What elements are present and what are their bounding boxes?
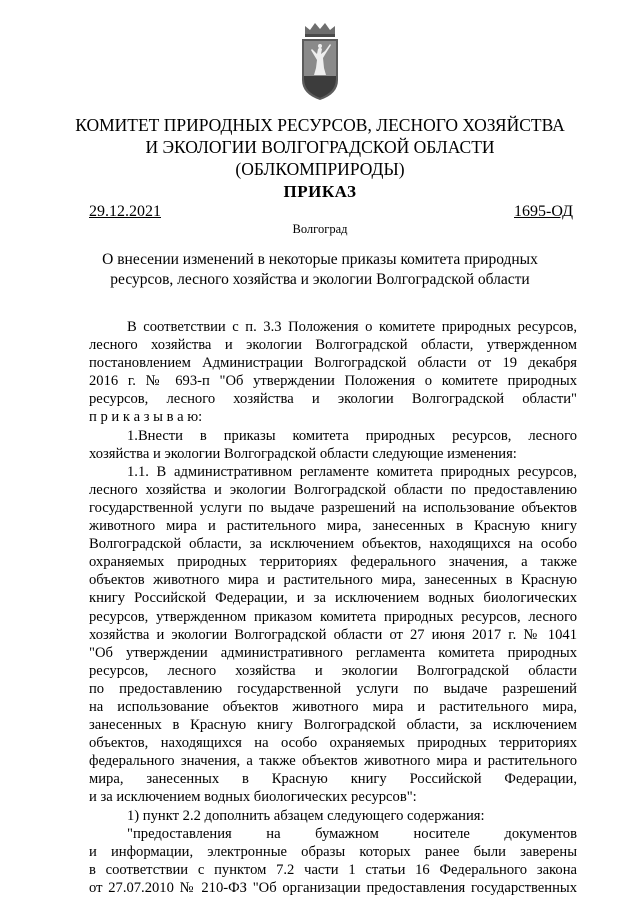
body-line: охраняемых природных территориях федерального значения, а также xyxy=(89,554,577,571)
document-type: ПРИКАЗ xyxy=(283,182,357,201)
body-line: постановлением Администрации Волгоградской области от 19 декабря xyxy=(89,355,577,372)
body-line: "предоставления на бумажном носителе документов xyxy=(127,825,577,842)
body-line: В соответствии с п. 3.3 Положения о комитете природных ресурсов, xyxy=(127,319,577,335)
body-line: государственной услуги по выдаче разрешений на использование объектов xyxy=(89,499,577,516)
body-line: мира, занесенных в Красную книгу Российской Федерации, xyxy=(89,771,577,788)
document-subject xyxy=(70,250,570,290)
volgograd-coat-of-arms-icon xyxy=(299,20,341,102)
body-line: хозяйства и экологии Волгоградской области следующие изменения: xyxy=(89,445,517,462)
body-line: 1.Внести в приказы комитета природных ресурсов, лесного xyxy=(127,427,577,444)
organization-line: КОМИТЕТ ПРИРОДНЫХ РЕСУРСОВ, ЛЕСНОГО ХОЗЯЙСТВА xyxy=(75,115,565,135)
organization-line: (ОБЛКОМПРИРОДЫ) xyxy=(235,159,405,179)
body-line: и за исключением водных биологических ресурсов": xyxy=(89,789,417,806)
body-line: объектов животного мира и растительного мира, занесенных в Красную xyxy=(89,572,577,589)
body-line: ресурсов, лесного хозяйства и экологии Волгоградской области" xyxy=(89,391,577,408)
body-line: и информации, электронные образы которых ранее были заверены xyxy=(89,843,577,860)
document-date: 29.12.2021 xyxy=(89,203,161,220)
body-line: хозяйства и экологии Волгоградской области от 27 июня 2017 г. № 1041 xyxy=(89,626,577,643)
subject-line: О внесении изменений в некоторые приказы комитета природных xyxy=(102,251,538,268)
body-line: по предоставлению государственной услуги по выдаче разрешений xyxy=(89,680,577,697)
body-line: п р и к а з ы в а ю: xyxy=(89,409,203,426)
body-line: занесенных в Красную книгу Волгоградской области, за исключением xyxy=(89,717,577,734)
body-line: в соответствии с пунктом 7.2 части 1 статьи 16 Федерального закона xyxy=(89,861,577,878)
body-line: ресурсов, лесного хозяйства и экологии Волгоградской области xyxy=(89,662,577,679)
body-line: лесного хозяйства и экологии Волгоградской области по предоставлению xyxy=(89,481,577,498)
body-line: животного мира и растительного мира, занесенных в Красную книгу xyxy=(89,518,577,535)
body-line: книгу Российской Федерации, и за исключением водных биологических xyxy=(89,590,577,607)
body-line: 2016 г. № 693-п "Об утверждении Положения о комитете природных xyxy=(89,373,577,390)
body-line: 1.1. В административном регламенте комитета природных ресурсов, xyxy=(127,463,577,480)
document-number: 1695-ОД xyxy=(514,203,573,220)
body-line: "Об утверждении административного регламента комитета природных xyxy=(89,644,577,661)
body-line: от 27.07.2010 № 210-ФЗ "Об организации предоставления государственных xyxy=(89,879,577,896)
organization-line: И ЭКОЛОГИИ ВОЛГОГРАДСКОЙ ОБЛАСТИ xyxy=(145,137,495,157)
body-line: федерального значения, а также объектов животного мира и растительного xyxy=(89,753,577,770)
subject-line: ресурсов, лесного хозяйства и экологии Волгоградской области xyxy=(110,271,530,288)
body-line: ресурсов, утвержденном приказом комитета природных ресурсов, лесного xyxy=(89,608,577,625)
body-line: объектов, находящихся на особо охраняемых природных территориях xyxy=(89,735,577,752)
body-line: на использование объектов животного мира и растительного мира, xyxy=(89,698,577,715)
document-body xyxy=(89,318,577,897)
document-city: Волгоград xyxy=(292,222,348,236)
organization-name xyxy=(60,114,580,180)
body-line: лесного хозяйства и экологии Волгоградской области, утвержденном xyxy=(89,337,577,354)
body-line: 1) пункт 2.2 дополнить абзацем следующего содержания: xyxy=(127,807,485,824)
body-line: Волгоградской области, за исключением объектов, находящихся на особо xyxy=(89,536,577,553)
